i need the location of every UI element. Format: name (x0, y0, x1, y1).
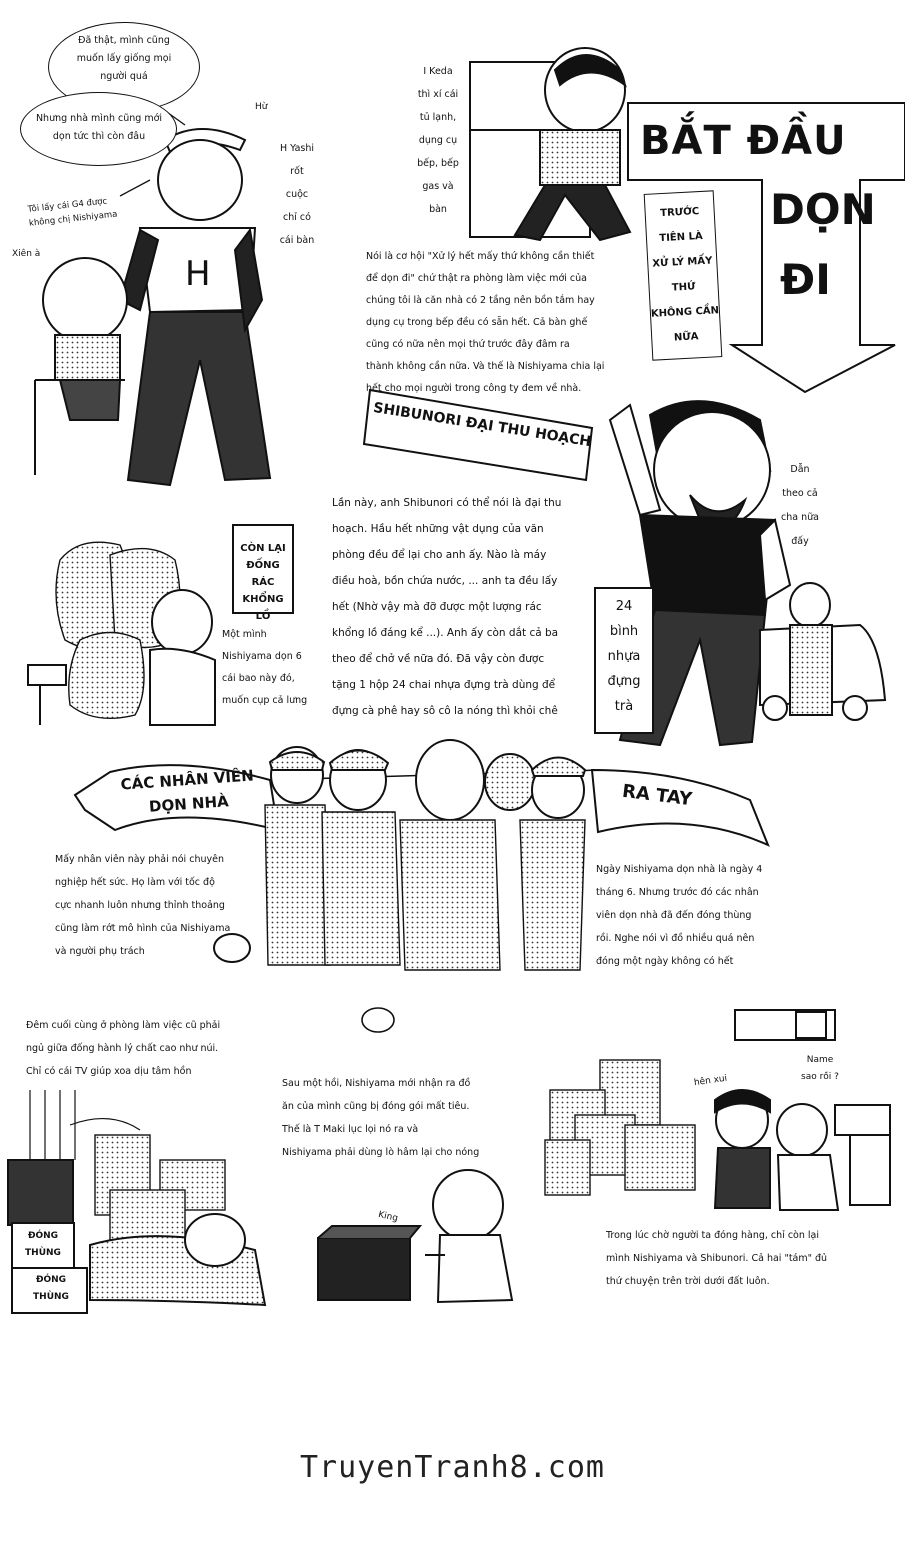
box-label-2: ĐÓNG THÙNG (33, 1275, 69, 1302)
movers-banner-left-text: CÁC NHÂN VIÊN DỌN NHÀ (120, 766, 255, 816)
ikeda-caption: I Keda thì xí cái tủ lạnh, dụng cụ bếp, bếp gas và bàn (417, 66, 459, 215)
name-sao-text: Name sao rồi ? (801, 1055, 839, 1082)
small-face (362, 1008, 394, 1032)
trash-box-text: CÒN LẠI ĐỐNG RÁC KHỔNG LỒ (240, 543, 286, 622)
waiting-scene (545, 1010, 890, 1210)
sfx-hu: Hừ (255, 102, 268, 112)
wait-paragraph: Trong lúc chờ người ta đóng hàng, chỉ còn lại mình Nishiyama và Shibunori. Cả hai "tám" đủ thứ chuyện trên trời dưới đất luôn. (606, 1230, 828, 1287)
title-start-line1: BẮT ĐẦU (640, 118, 847, 164)
movers-group (214, 740, 585, 970)
bottles-label: 24 bình nhựa đựng trà (607, 599, 641, 714)
sfx-king: King (377, 1210, 399, 1224)
title-start-line3: ĐI (780, 255, 831, 304)
microwave-scene (318, 1170, 512, 1302)
intro-paragraph: Nói là cơ hội "Xử lý hết mấy thứ không cần thiết để dọn đi" chứ thật ra phòng làm việc mới của chúng tôi là căn nhà có 2 tầng nên bồn tắm hay dụng cụ trong bếp đều có sẵn hết. Cả bàn ghế cũng có nữa nên mọi thứ trước đây đâm ra thành không cần nữa. Và thế là Nishiyama chia lại hết cho mọi người trong công ty đem về nhà. (366, 251, 605, 394)
watermark: TruyenTranh8.com (300, 1450, 605, 1485)
speech-text-1: Đã thật, mình cũng muốn lấy giống mọi người quá (76, 35, 172, 82)
nishiyama-tired (150, 590, 215, 725)
seated-figure (35, 258, 127, 475)
speech-text-yen: Xiên à (12, 249, 41, 259)
movers-paragraph-right: Ngày Nishiyama dọn nhà là ngày 4 tháng 6. Nhưng trước đó các nhân viên dọn nhà đã đến đóng thùng rồi. Nghe nói vì đồ nhiều quá nên đóng một ngày không có hết (596, 864, 763, 967)
hen-xui-text: hên xui (693, 1073, 728, 1089)
last-night-paragraph: Đêm cuối cùng ở phòng làm việc cũ phải ngủ giữa đống hành lý chất cao như núi. Chỉ có cái TV giúp xoa dịu tâm hồn (26, 1020, 221, 1077)
shibunori-banner: SHIBUNORI ĐẠI THU HOẠCH (372, 399, 593, 451)
ikeda-figure (470, 48, 630, 240)
movers-banner-right-text: RA TAY (620, 780, 694, 811)
first-step-text: TRƯỚC TIÊN LÀ XỬ LÝ MẤY THỨ KHÔNG CẦN NỮA (650, 206, 720, 344)
hyashi-figure (120, 129, 270, 485)
food-paragraph: Sau một hồi, Nishiyama mới nhận ra đồ ăn của mình cũng bị đóng gói mất tiêu. Thế là T Maki lục lọi nó ra và Nishiyama phải dùng lò hâm lại cho nóng (282, 1078, 480, 1158)
svg-text:H: H (185, 254, 211, 294)
box-label-1: ĐÓNG THÙNG (25, 1231, 61, 1258)
dad-caption: Dẫn theo cả cha nữa đấy (781, 464, 819, 547)
trash-caption: Một mình Nishiyama dọn 6 cái bao này đó, muốn cụp cả lưng (222, 629, 308, 706)
movers-paragraph-left: Mấy nhân viên này phải nói chuyên nghiệp hết sức. Họ làm với tốc độ cực nhanh luôn nhưng thỉnh thoảng cũng làm rớt mô hình của Nishiyama và người phụ trách (55, 854, 231, 957)
speech-text-2: Nhưng nhà mình cũng mới dọn tức thì còn đâu (35, 113, 163, 142)
shibunori-paragraph: Lần này, anh Shibunori có thể nói là đại thu hoạch. Hầu hết những vật dụng của văn phòng đều để lại cho anh ấy. Nào là máy điều hoà, bồn chứa nước, ... anh ta đều lấy hết (Nhờ vậy mà đỡ được một lượng rác khổng lồ đáng kể ...). Anh ấy còn dắt cả ba theo để chở về nữa đó. Đã vậy còn được tặng 1 hộp 24 chai nhựa đựng trà dùng để đựng cà phê hay sô cô la nóng thì khỏi chê (332, 497, 562, 717)
hyashi-caption: H Yashi rốt cuộc chỉ có cái bàn (279, 143, 315, 246)
speech-text-g4: Tôi lấy cái G4 được không chị Nishiyama (27, 196, 118, 229)
dad-and-car (760, 583, 885, 720)
title-start-line2: DỌN (770, 185, 876, 234)
